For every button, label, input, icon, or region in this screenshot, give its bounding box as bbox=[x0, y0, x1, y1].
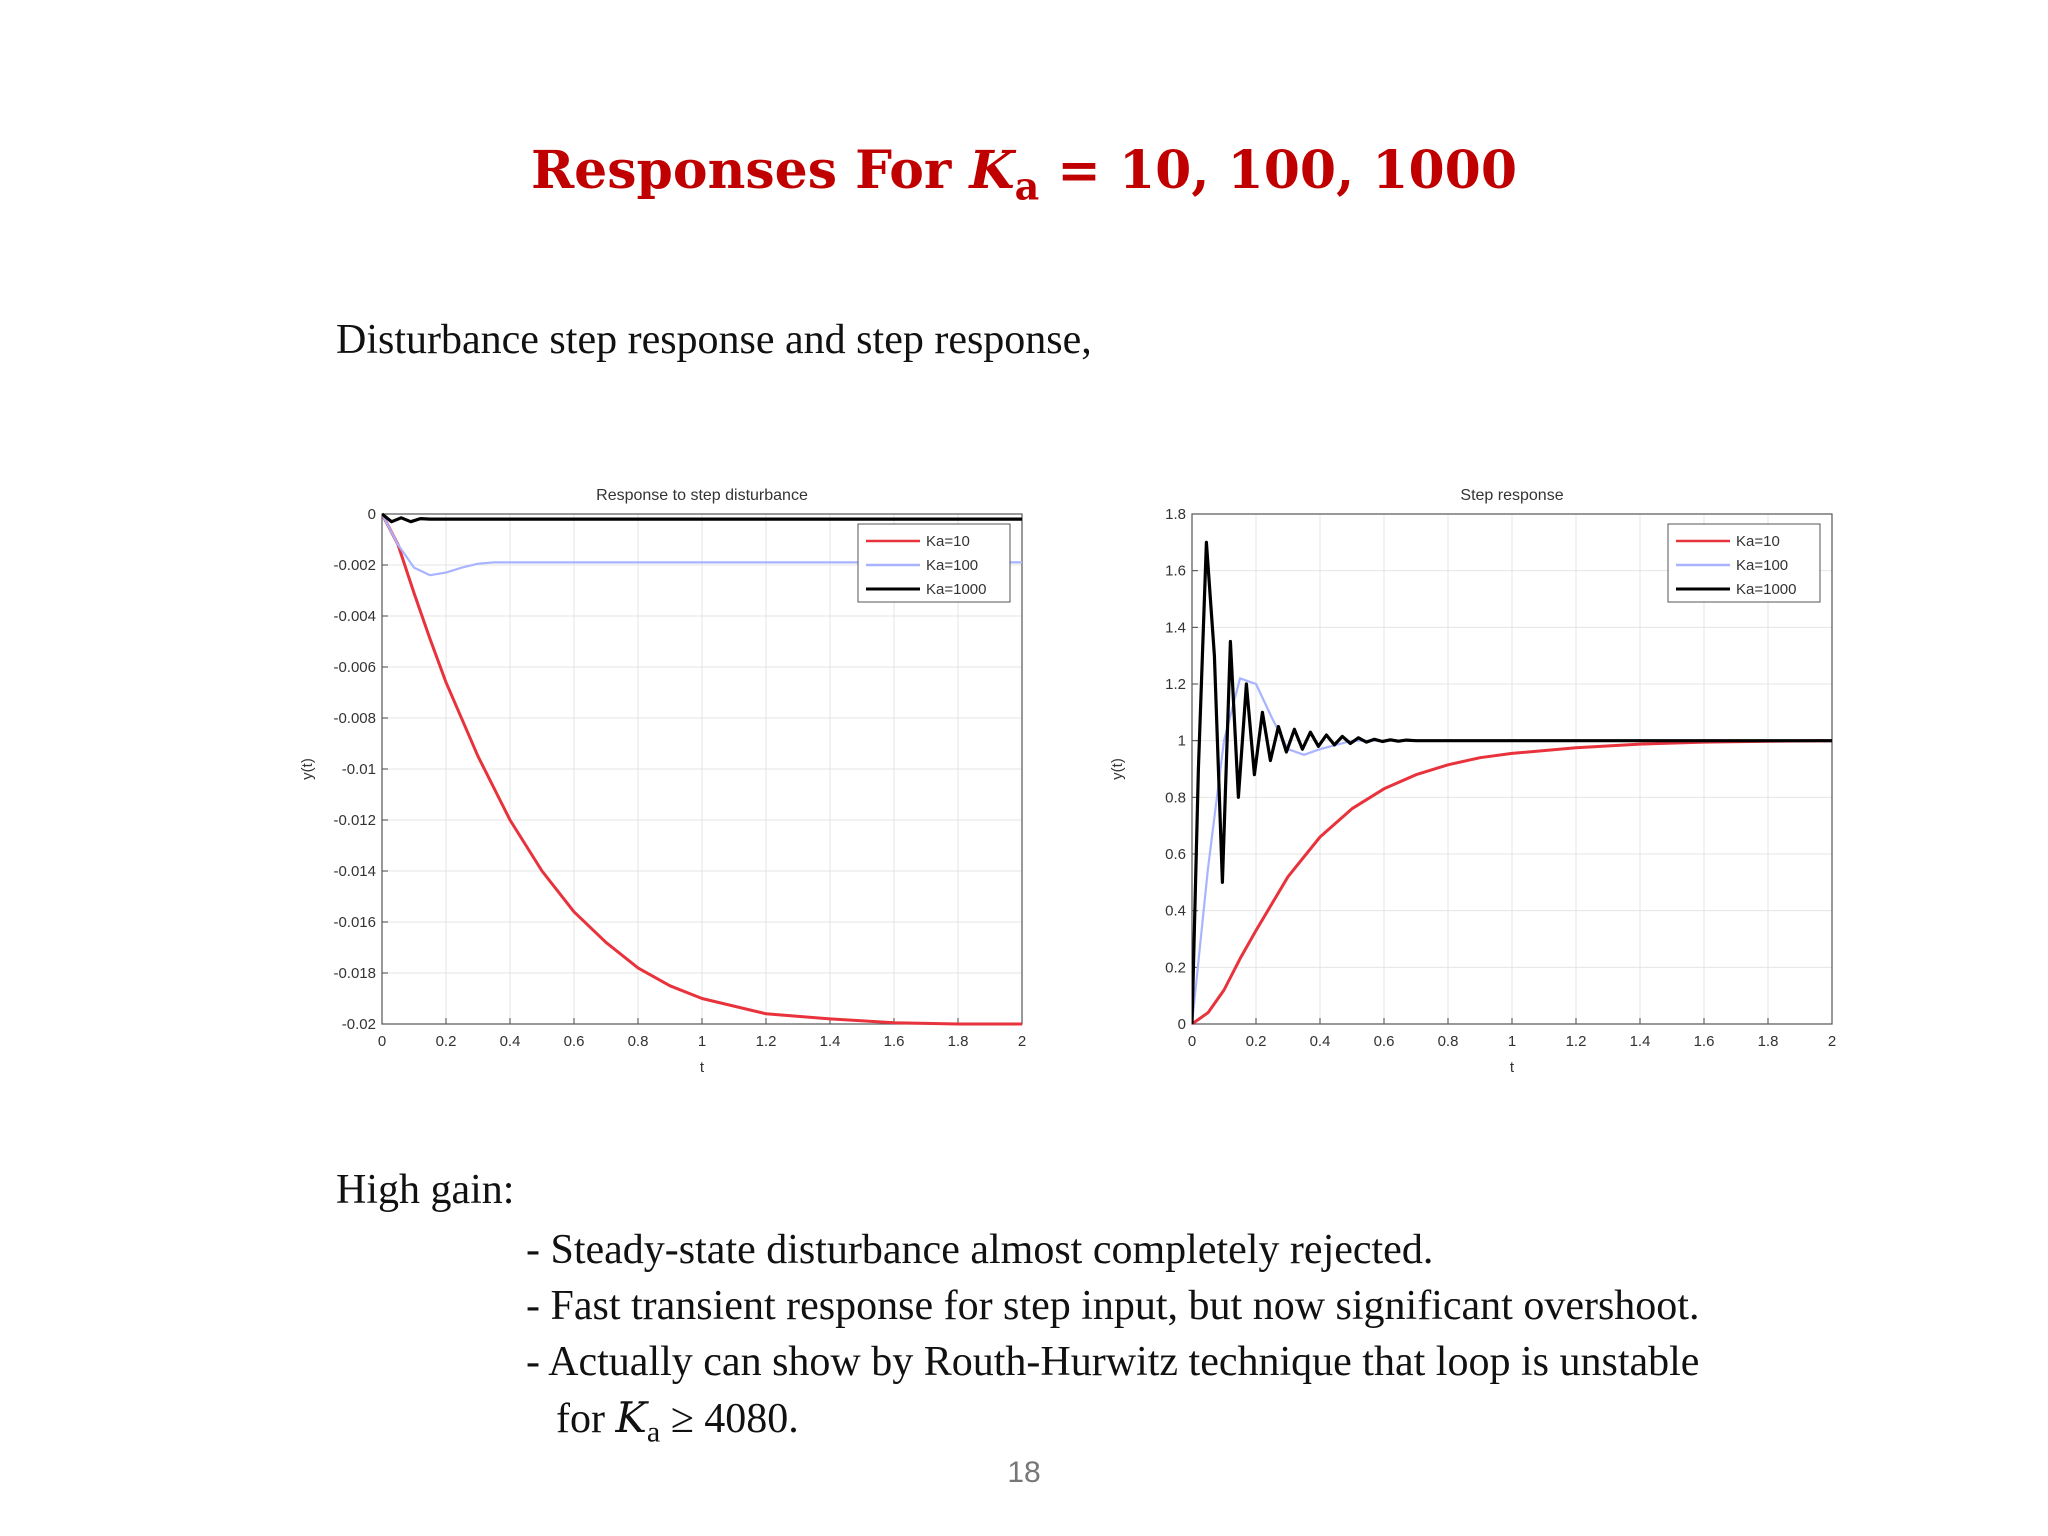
x-tick-label: 1.6 bbox=[883, 1033, 905, 1050]
x-tick-label: 1.4 bbox=[1629, 1033, 1651, 1050]
y-tick-label: -0.014 bbox=[333, 863, 376, 880]
x-tick-label: 0.4 bbox=[499, 1033, 521, 1050]
x-tick-label: 0.4 bbox=[1309, 1033, 1331, 1050]
cont-prefix: for bbox=[556, 1396, 616, 1442]
title-prefix: Responses For bbox=[530, 140, 970, 201]
x-tick-label: 0.6 bbox=[1373, 1033, 1395, 1050]
legend-label: Ka=10 bbox=[1736, 533, 1780, 550]
intro-text: Disturbance step response and step response, bbox=[336, 317, 1092, 363]
chart-title: Response to step disturbance bbox=[596, 487, 808, 504]
y-tick-label: 0.6 bbox=[1165, 846, 1186, 863]
x-tick-label: 1 bbox=[1507, 1033, 1517, 1050]
y-tick-label: -0.006 bbox=[333, 659, 376, 676]
x-tick-label: 0.8 bbox=[1437, 1033, 1459, 1050]
title-ka-subscript: a bbox=[1014, 163, 1040, 209]
y-tick-label: 1.2 bbox=[1165, 676, 1186, 693]
y-tick-label: 0 bbox=[367, 506, 376, 523]
legend-label: Ka=1000 bbox=[1736, 581, 1797, 598]
step-response-chart-svg bbox=[1100, 470, 1860, 1090]
x-tick-label: 1.8 bbox=[947, 1033, 969, 1050]
bullet-item: - Actually can show by Routh-Hurwitz technique that loop is unstable bbox=[526, 1339, 1700, 1385]
x-axis-label: t bbox=[699, 1059, 705, 1076]
legend-label: Ka=100 bbox=[1736, 557, 1789, 574]
y-tick-label: 0.4 bbox=[1165, 902, 1186, 920]
y-tick-label: -0.01 bbox=[341, 761, 376, 778]
disturbance-chart bbox=[290, 470, 1050, 1095]
high-gain-heading: High gain: bbox=[336, 1167, 515, 1213]
y-tick-label: 1.6 bbox=[1165, 562, 1186, 580]
x-tick-label: 1.6 bbox=[1693, 1033, 1715, 1050]
page-number: 18 bbox=[1007, 1456, 1041, 1489]
x-tick-label: 1.2 bbox=[755, 1033, 777, 1050]
title-suffix: = 10, 100, 1000 bbox=[1039, 140, 1518, 201]
y-tick-label: -0.004 bbox=[333, 608, 376, 625]
bullet-list bbox=[526, 1222, 1699, 1460]
step-response-chart bbox=[1100, 470, 1860, 1095]
y-tick-label: 1 bbox=[1177, 732, 1186, 750]
legend-label: Ka=100 bbox=[926, 557, 979, 574]
y-axis-label: y(t) bbox=[299, 758, 316, 780]
x-tick-label: 0.6 bbox=[563, 1033, 585, 1050]
bullet-item: - Fast transient response for step input, but now significant overshoot. bbox=[526, 1283, 1700, 1329]
legend-label: Ka=1000 bbox=[926, 581, 987, 598]
x-tick-label: 2 bbox=[1017, 1033, 1027, 1050]
x-tick-label: 0 bbox=[377, 1033, 387, 1050]
x-tick-label: 0.2 bbox=[435, 1033, 457, 1050]
y-tick-label: -0.016 bbox=[333, 914, 376, 931]
y-tick-label: -0.012 bbox=[333, 812, 376, 829]
x-tick-label: 1.4 bbox=[819, 1033, 841, 1050]
cont-ka-subscript: a bbox=[646, 1415, 661, 1449]
x-tick-label: 1.8 bbox=[1757, 1033, 1779, 1050]
y-tick-label: 0 bbox=[1177, 1016, 1186, 1033]
x-tick-label: 0.8 bbox=[627, 1033, 649, 1050]
x-tick-label: 1 bbox=[697, 1033, 707, 1050]
y-tick-label: 0.8 bbox=[1165, 789, 1186, 807]
bullet-continuation bbox=[526, 1390, 1699, 1460]
chart-title: Step response bbox=[1460, 487, 1564, 504]
x-tick-label: 1.2 bbox=[1565, 1033, 1587, 1050]
y-axis-label: y(t) bbox=[1109, 758, 1126, 780]
cont-ka-symbol: K bbox=[615, 1393, 647, 1442]
x-tick-label: 0.2 bbox=[1245, 1033, 1267, 1050]
y-tick-label: 1.8 bbox=[1165, 506, 1186, 523]
disturbance-chart-svg bbox=[290, 470, 1050, 1090]
title-ka-symbol: K bbox=[969, 140, 1015, 201]
y-tick-label: -0.002 bbox=[333, 557, 376, 574]
cont-suffix: ≥ 4080. bbox=[660, 1396, 799, 1442]
x-tick-label: 2 bbox=[1827, 1033, 1837, 1050]
x-axis-label: t bbox=[1509, 1059, 1515, 1076]
y-tick-label: -0.02 bbox=[341, 1016, 376, 1033]
y-tick-label: -0.018 bbox=[333, 965, 376, 982]
slide-title bbox=[0, 140, 2048, 208]
x-tick-label: 0 bbox=[1187, 1033, 1197, 1050]
bullet-item: - Steady-state disturbance almost completely rejected. bbox=[526, 1227, 1434, 1273]
y-tick-label: 1.4 bbox=[1165, 619, 1186, 637]
y-tick-label: -0.008 bbox=[333, 710, 376, 727]
legend-label: Ka=10 bbox=[926, 533, 970, 550]
y-tick-label: 0.2 bbox=[1165, 959, 1186, 977]
